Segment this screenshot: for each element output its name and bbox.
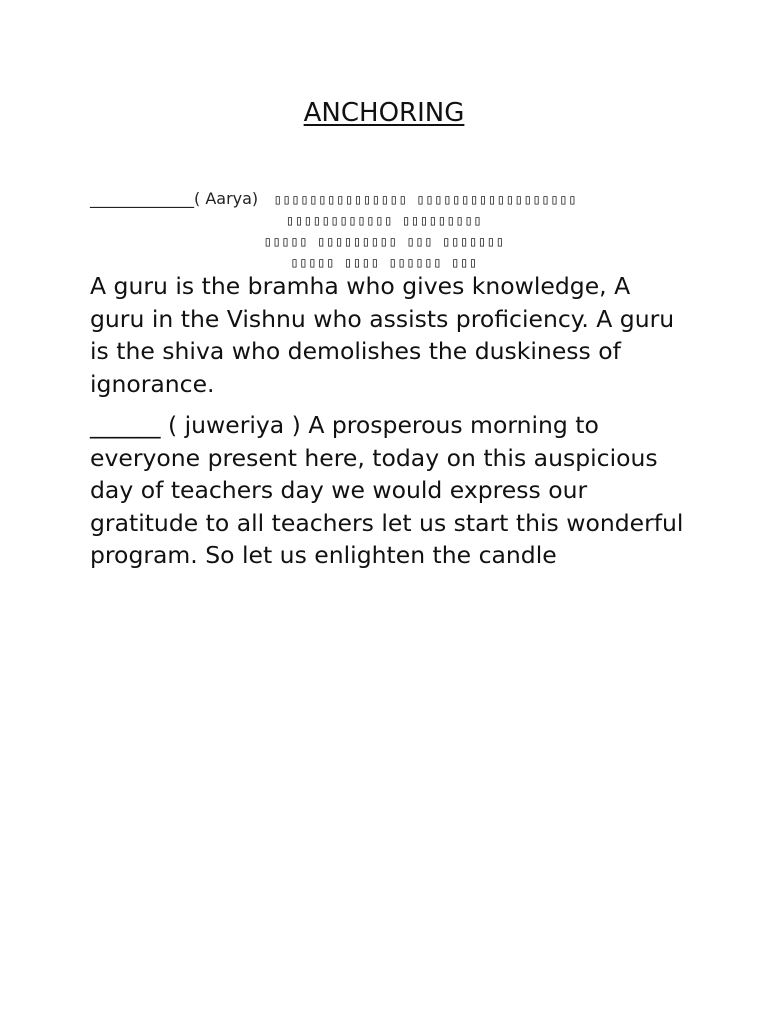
verse-line-1-text: ▯▯▯▯▯▯▯▯▯▯▯▯▯▯▯ ▯▯▯▯▯▯▯▯▯▯▯▯▯▯▯▯▯▯ [273,192,578,208]
speaker-aarya: _____________( Aarya) [90,189,259,208]
verse-line-3: ▯▯▯▯▯ ▯▯▯▯▯▯▯▯▯ ▯▯▯ ▯▯▯▯▯▯▯ [263,234,505,250]
paragraph-guru-meaning: A guru is the bramha who gives knowledge, A guru in the Vishnu who assists proficiency. A guru is the shiva who demolishes the duskiness of ignorance. [90,272,675,398]
sanskrit-verse-block [90,188,678,274]
document-title-text: ANCHORING [303,98,465,128]
document-title [0,96,768,130]
verse-line-4: ▯▯▯▯▯ ▯▯▯▯ ▯▯▯▯▯▯ ▯▯▯ [290,255,478,271]
paragraph-juweriya-intro: ______ ( juweriya ) A prosperous morning to everyone present here, today on this auspicious day of teachers day we would express our gratitude to all teachers let us start this wonderful program. So let us enlighten the candle [90,411,684,569]
verse-line-1 [90,188,678,211]
verse-line-2: ▯▯▯▯▯▯▯▯▯▯▯▯ ▯▯▯▯▯▯▯▯▯ [285,213,483,229]
